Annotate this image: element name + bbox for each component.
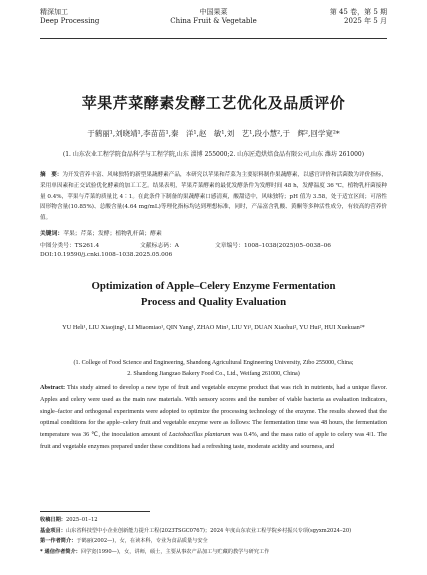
- page-header: [40, 8, 387, 38]
- fund-text: 山东省科技型中小企业创新能力提升工程(2023TSGC0767)；2024 年度山东农业工程学院乡村振兴专项(sgyxm2024–20): [65, 527, 352, 534]
- article-title-cn: 苹果芹菜酵素发酵工艺优化及品质评价: [81, 94, 346, 112]
- authors-cn: 于鹤丽¹,刘晓靖¹,李苗苗¹,秦 洋¹,赵 敏¹,刘 艺¹,段小慧²,于 辉²,回学宽²*: [87, 129, 340, 138]
- abstract-en-label: Abstract:: [40, 384, 66, 391]
- journal-name-en: China Fruit & Vegetable: [170, 17, 257, 25]
- footnote-first-author: [40, 536, 387, 547]
- doi[interactable]: DOI:10.19590/j.cnki.1008–1038.2025.05.006: [40, 252, 173, 258]
- footnotes: [40, 515, 387, 557]
- footnote-received: [40, 515, 387, 526]
- corresponding-label: * 通信作者简介：: [40, 548, 81, 555]
- article-number: 文章编号：1008–1038(2025)05–0038–06: [215, 243, 331, 249]
- abstract-en-text: This study aimed to develop a new type of fruit and vegetable enzyme product that was rich in nutrients, had a unique flavor. Apples and celery were used as the main raw materials. With sensory scores and the number of viable bacteria as evaluation indicators, single–factor and orthogonal experiments were adopted to optimize the processing technology of the enzyme. The results showed that the optimal conditions for the apple–celery fruit and vegetable enzyme were as follows: The fermentation time was 48 hours, the fermentation temperature was 36 ℃, the inoculation amount of: [40, 384, 387, 439]
- journal-name-cn: 中国果菜: [199, 8, 228, 16]
- title-en-line-2: Process and Quality Evaluation: [140, 296, 287, 308]
- fund-label: 基金项目：: [40, 527, 66, 534]
- footnote-fund: [40, 526, 387, 537]
- footnote-corresponding: [40, 547, 387, 558]
- issue-volume: 第 45 卷，第 5 期: [329, 8, 387, 16]
- abstract-en-text-end: was 0.4%, and the mass ratio of apple to celery was 4∶1. The fruit and vegetable enzymes prepared under these conditions had a refreshing taste, moderate acidity and sourness, and: [40, 431, 387, 450]
- abstract-cn: [40, 170, 387, 224]
- article-title-en: [0, 278, 427, 310]
- keywords-cn-text: 苹果；芹菜；发酵；植物乳杆菌；酵素: [63, 231, 162, 237]
- journal-section-cn: 精深加工: [40, 8, 68, 16]
- affiliation-en-line-2: 2. Shandong Jiangzao Bakery Food Co., Ltd., Weifang 261000, China): [127, 371, 300, 377]
- title-en-line-1: Optimization of Apple–Celery Enzyme Fermentation: [91, 280, 336, 292]
- first-author-label: 第一作者简介：: [40, 538, 77, 544]
- abstract-cn-text: 为开发营养丰富、风味独特的新型果蔬酵素产品，本研究以苹果和芹菜为主要原料制作果蔬酵素，以感官评价和活菌数为评价指标，采用单因素和正交试验优化酵素的加工工艺。结果表明，苹果芹菜酵素的最优发酵条件为发酵时间 48 h，发酵温度 36 ℃，植物乳杆菌接种量 0.4%，苹果与芹菜的质量比 4∶1。在此条件下制备的果蔬酵素口感清爽，酸甜适中，风味独特；pH 值为 3.58，处于适宜区间；可溶性固形物含量(10.85%)、总酸含量(4.64 mg/mL)等理化指标均达到理想标准，同时，产品富含乳酸、黄酮等多种活性成分，有较高的营养价值。: [40, 172, 387, 222]
- received-date: 2025–01–12: [65, 517, 98, 523]
- document-code: 文献标志码：A: [140, 243, 179, 249]
- header-rule: [40, 38, 387, 39]
- abstract-en-species: Lactobacillus plantarum: [168, 431, 231, 439]
- affiliation-en-line-1: (1. College of Food Science and Engineering, Shandong Agricultural Engineering University, Zibo 255000, China;: [73, 360, 354, 366]
- affiliation-en: [50, 358, 377, 380]
- issue-date: 2025 年 5 月: [344, 17, 387, 25]
- first-author-text: 于鹤丽(2002—)，女，在读本科，专业为食品质量与安全: [76, 538, 208, 544]
- received-label: 收稿日期：: [40, 517, 66, 523]
- clc-number: 中图分类号：TS261.4: [40, 243, 100, 249]
- authors-en: YU Heli¹, LIU Xiaojing¹, LI Miaomiao¹, QIN Yang¹, ZHAO Min¹, LIU Yi¹, DUAN Xiaohui², YU Hui², HUI Xuekuan²*: [62, 324, 365, 331]
- abstract-en: [40, 382, 387, 453]
- keywords-cn-label: 关键词：: [40, 231, 64, 237]
- corresponding-text: 回学宽(1990—)，女，讲师，硕士，主要从事农产品加工与贮藏的教学与研究工作: [80, 548, 270, 555]
- journal-section-en: Deep Processing: [40, 17, 100, 25]
- header-right: [330, 8, 387, 26]
- affiliation-cn: (1. 山东农业工程学院食品科学与工程学院,山东 淄博 255000;2. 山东匠造烘焙食品有限公司,山东 潍坊 261000): [62, 151, 365, 158]
- abstract-cn-label: 摘 要：: [40, 172, 63, 178]
- footnote-rule: [40, 511, 150, 512]
- keywords-cn: [40, 228, 162, 237]
